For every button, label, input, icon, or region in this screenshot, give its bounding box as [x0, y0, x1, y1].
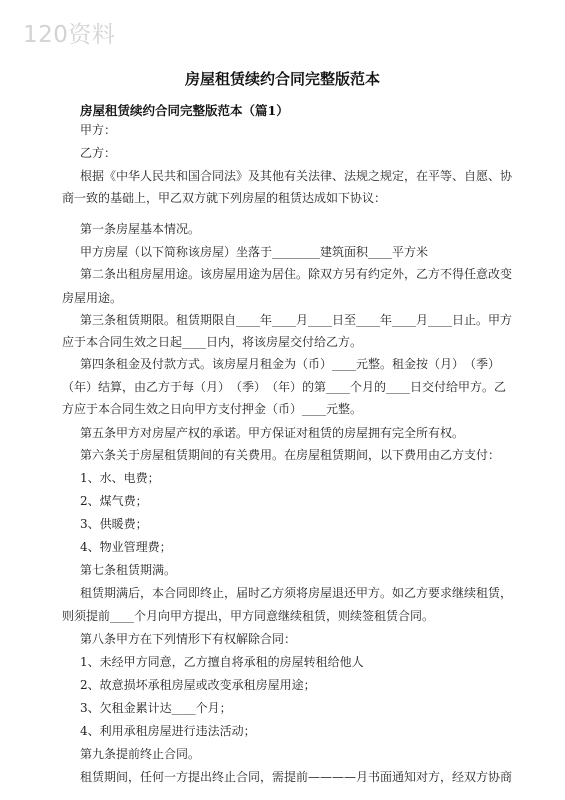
- list-item-arrears: 3、欠租金累计达____个月；: [80, 701, 232, 715]
- paragraph-article-2-cont: 房屋用途。: [62, 291, 123, 305]
- paragraph-termination: 租赁期间，任何一方提出终止合同，需提前————月书面通知对方，经双方协商: [80, 770, 513, 784]
- paragraph-basis-cont: 商一致的基础上，甲乙双方就下列房屋的租赁达成如下协议：: [62, 191, 387, 205]
- paragraph-article-4: 第四条租金及付款方式。该房屋月租金为（币）____元整。租金按（月） （季）: [80, 357, 501, 371]
- paragraph-expiry-cont: 则须提前____个月向甲方提出，甲方同意继续租赁，则续签租赁合同。: [62, 609, 435, 623]
- list-item-heating: 3、供暖费；: [80, 517, 148, 531]
- paragraph-article-3: 第三条租赁期限。租赁期限自____年____月____日至____年____月____日止。甲方: [80, 313, 513, 327]
- paragraph-article-8: 第八条甲方在下列情形下有权解除合同：: [80, 632, 297, 646]
- watermark: 120资料: [23, 22, 116, 48]
- document-title: 房屋租赁续约合同完整版范本: [184, 70, 380, 88]
- paragraph-article-5: 第五条甲方对房屋产权的承诺。甲方保证对租赁的房屋拥有完全所有权。: [80, 426, 465, 440]
- paragraph-basis: 根据《中华人民共和国合同法》及其他有关法律、法规之规定，在平等、自愿、协: [80, 169, 513, 183]
- paragraph-article-7: 第七条租赁期满。: [80, 563, 177, 577]
- paragraph-article-4-cont1: （年）结算，由乙方于每（月） （季） （年）的第____个月的____日交付给甲方。乙: [62, 380, 507, 394]
- paragraph-article-9: 第九条提前终止合同。: [80, 747, 201, 761]
- paragraph-article-2: 第二条出租房屋用途。该房屋用途为居住。除双方另有约定外，乙方不得任意改变: [80, 267, 513, 281]
- list-item-damage: 2、故意损坏承租房屋或改变承租房屋用途；: [80, 678, 316, 692]
- paragraph-party-a: 甲方：: [80, 123, 117, 137]
- paragraph-article-1: 第一条房屋基本情况。: [80, 222, 201, 236]
- list-item-gas: 2、煤气费；: [80, 494, 148, 508]
- paragraph-article-4-cont2: 方应于本合同生效之日向甲方支付押金（币）____元整。: [62, 402, 363, 416]
- paragraph-party-b: 乙方：: [80, 146, 117, 160]
- paragraph-location: 甲方房屋（以下简称该房屋）坐落于________建筑面积____平方米: [80, 245, 429, 259]
- paragraph-expiry: 租赁期满后，本合同即终止，届时乙方须将房屋退还甲方。如乙方要求继续租赁，: [80, 586, 513, 600]
- list-item-property-fee: 4、物业管理费；: [80, 540, 172, 554]
- list-item-sublease: 1、未经甲方同意，乙方擅自将承租的房屋转租给他人: [80, 655, 364, 669]
- list-item-illegal: 4、利用承租房屋进行违法活动；: [80, 724, 256, 738]
- paragraph-article-3-cont: 应于本合同生效之日起____日内，将该房屋交付给乙方。: [62, 335, 363, 349]
- paragraph-article-6: 第六条关于房屋租赁期间的有关费用。在房屋租赁期间，以下费用由乙方支付：: [80, 448, 501, 462]
- document-subtitle: 房屋租赁续约合同完整版范本（篇1）: [80, 103, 289, 118]
- list-item-water-electricity: 1、水、电费；: [80, 471, 160, 485]
